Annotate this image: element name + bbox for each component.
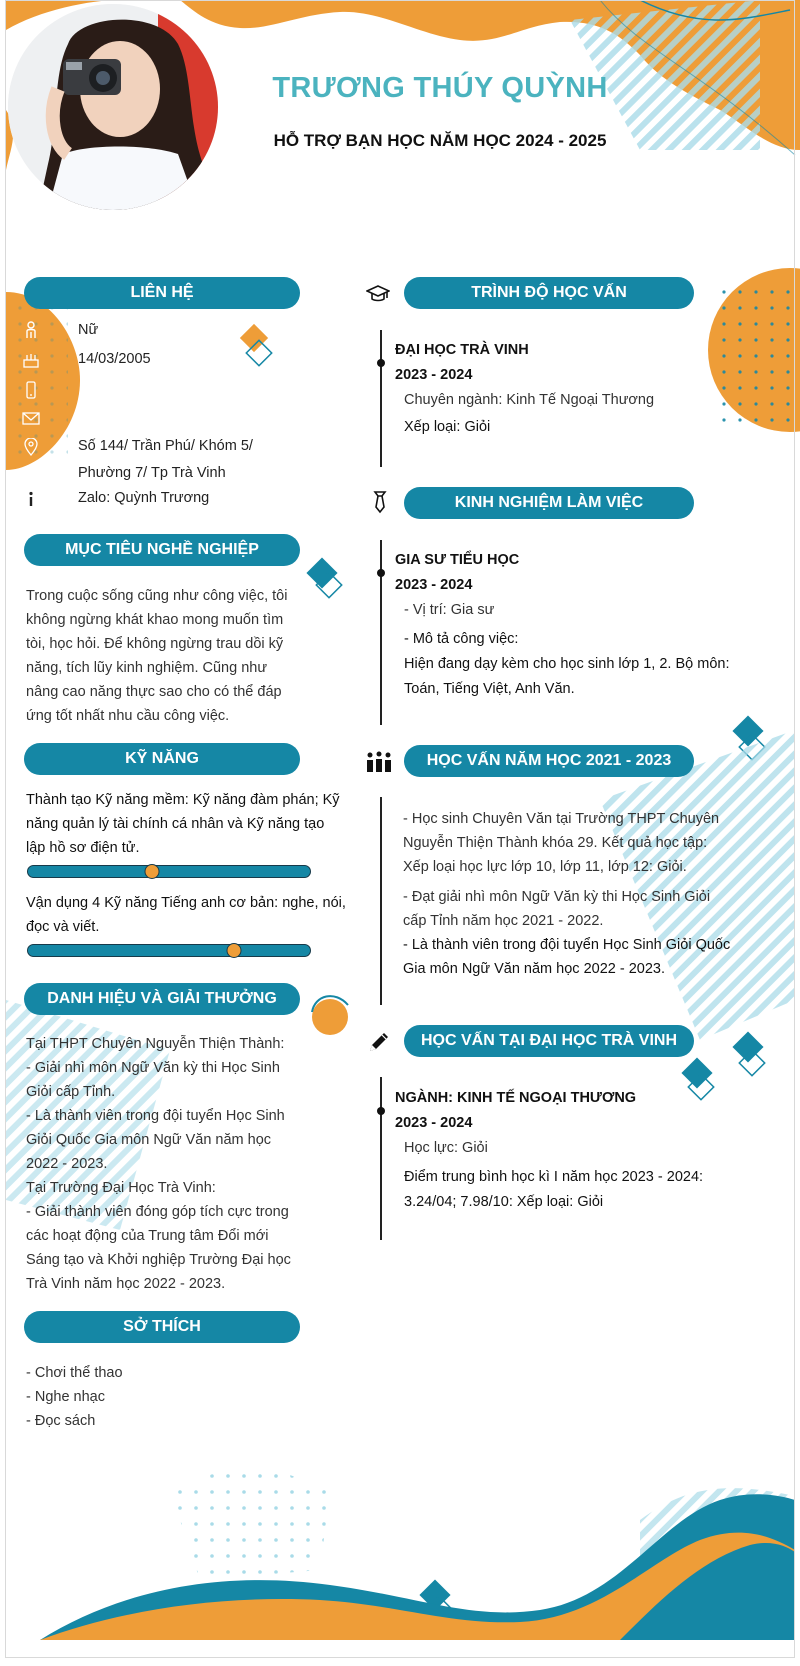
avatar	[8, 4, 218, 210]
skill-2-text	[26, 891, 346, 939]
timeline-dot	[377, 1107, 385, 1115]
cake-icon	[22, 351, 40, 369]
mail-icon	[22, 410, 40, 428]
address-line: Phường 7/ Tp Trà Vinh	[78, 465, 226, 481]
university-entry	[395, 1086, 745, 1215]
highschool-line: Xếp loại học lực lớp 10, lớp 11, lớp 12: Giỏi.	[403, 859, 687, 875]
birthday-value: 14/03/2005	[78, 351, 151, 367]
highschool-line: - Đạt giải nhì môn Ngữ Văn kỳ thi Học Sinh Giỏi	[403, 889, 711, 905]
skill-1-level-bar	[27, 865, 311, 878]
education-heading: TRÌNH ĐỘ HỌC VẤN	[404, 277, 694, 309]
hobbies-list	[26, 1361, 300, 1433]
education-major: Chuyên ngành: Kinh Tế Ngoại Thương	[404, 392, 655, 408]
awards-text	[26, 1032, 300, 1296]
award-line: Sáng tạo và Khởi nghiệp Trường Đại học	[26, 1252, 291, 1268]
award-line: Tại Trường Đại Học Trà Vinh:	[26, 1180, 216, 1196]
job-desc-line: Toán, Tiếng Việt, Anh Văn.	[404, 681, 575, 697]
skill-level-knob	[226, 943, 241, 958]
skill-2-level-bar	[27, 944, 311, 957]
award-line: - Là thành viên trong đội tuyển Học Sinh	[26, 1108, 285, 1124]
page-subtitle: HỖ TRỢ BẠN HỌC NĂM HỌC 2024 - 2025	[273, 131, 607, 150]
skill-line: Thành tạo Kỹ năng mềm: Kỹ năng đàm phán; Kỹ	[26, 792, 340, 808]
job-position: - Vị trí: Gia sư	[404, 602, 495, 618]
necktie-icon	[368, 490, 392, 514]
skill-line: lập hồ sơ điện tử.	[26, 840, 140, 856]
highschool-line: Nguyễn Thiện Thành khóa 29. Kết quả học tập:	[403, 835, 708, 851]
university-academic: Học lực: Giỏi	[404, 1140, 488, 1156]
highschool-line: Gia môn Ngữ Văn năm học 2022 - 2023.	[403, 961, 665, 977]
timeline-dot	[377, 569, 385, 577]
timeline-line	[380, 797, 382, 1005]
highschool-line: - Là thành viên trong đội tuyển Học Sinh Giỏi Quốc	[403, 937, 731, 953]
address-line: Số 144/ Trần Phú/ Khóm 5/	[78, 438, 253, 454]
university-heading: HỌC VẤN TẠI ĐẠI HỌC TRÀ VINH	[404, 1025, 694, 1057]
skill-line: đọc và viết.	[26, 919, 100, 935]
hobby-item: - Chơi thể thao	[26, 1365, 123, 1381]
university-major: NGÀNH: KINH TẾ NGOẠI THƯƠNG	[395, 1090, 637, 1106]
timeline-line	[380, 1077, 382, 1240]
objective-line: năng, tích lũy kinh nghiệm. Cũng như	[26, 660, 268, 676]
highschool-item-3	[403, 933, 743, 981]
skill-line: năng quản lý tài chính cá nhân và Kỹ năng tạo	[26, 816, 325, 832]
experience-heading: KINH NGHIỆM LÀM VIỆC	[404, 487, 694, 519]
highschool-item-2	[403, 885, 743, 933]
contact-heading: LIÊN HỆ	[24, 277, 300, 309]
university-period: 2023 - 2024	[395, 1115, 473, 1131]
timeline-dot	[377, 359, 385, 367]
education-rank: Xếp loại: Giỏi	[404, 419, 491, 435]
page-title: TRƯƠNG THÚY QUỲNH	[272, 72, 608, 104]
highschool-line: - Học sinh Chuyên Văn tại Trường THPT Chuyên	[403, 811, 720, 827]
objective-line: tòi, học hỏi. Để không ngừng trau dồi kỹ	[26, 636, 284, 652]
job-title: GIA SƯ TIỂU HỌC	[395, 552, 520, 568]
highschool-item-1	[403, 807, 743, 879]
hobby-item: - Đọc sách	[26, 1413, 96, 1429]
experience-entry	[395, 548, 745, 702]
award-line: Giỏi cấp Tỉnh.	[26, 1084, 116, 1100]
zalo-value: Zalo: Quỳnh Trương	[78, 490, 210, 506]
graduation-cap-icon	[366, 282, 390, 306]
address-value	[78, 433, 253, 487]
gpa-line: 3.24/04; 7.98/10: Xếp loại: Giỏi	[404, 1194, 604, 1210]
job-desc-label: - Mô tả công việc:	[404, 631, 519, 647]
skill-line: Vận dụng 4 Kỹ năng Tiếng anh cơ bản: nghe, nói,	[26, 895, 346, 911]
timeline-line	[380, 540, 382, 725]
award-line: - Giải thành viên đóng góp tích cực trong	[26, 1204, 289, 1220]
highschool-line: cấp Tỉnh năm học 2021 - 2022.	[403, 913, 604, 929]
objective-line: không ngừng khát khao mong muốn tìm	[26, 612, 284, 628]
location-icon	[22, 438, 40, 456]
group-icon	[365, 750, 393, 774]
awards-heading: DANH HIỆU VÀ GIẢI THƯỞNG	[24, 983, 300, 1015]
phone-icon	[22, 381, 40, 399]
objective-line: nâng cao năng thực sao cho có thể đáp	[26, 684, 282, 700]
job-description	[395, 652, 745, 702]
award-line: - Giải nhì môn Ngữ Văn kỳ thi Học Sinh	[26, 1060, 280, 1076]
school-name: ĐẠI HỌC TRÀ VINH	[395, 342, 529, 358]
university-gpa	[395, 1165, 745, 1215]
skill-level-knob	[145, 864, 160, 879]
skills-heading: KỸ NĂNG	[24, 743, 300, 775]
career-objective-heading: MỤC TIÊU NGHỀ NGHIỆP	[24, 534, 300, 566]
highschool-heading: HỌC VẤN NĂM HỌC 2021 - 2023	[404, 745, 694, 777]
education-entry	[395, 338, 745, 440]
hobby-item: - Nghe nhạc	[26, 1389, 105, 1405]
award-line: Tại THPT Chuyên Nguyễn Thiện Thành:	[26, 1036, 285, 1052]
person-icon	[22, 321, 40, 339]
pencil-icon	[367, 1030, 391, 1054]
portrait-photo	[8, 4, 218, 210]
award-line: 2022 - 2023.	[26, 1156, 108, 1172]
objective-line: ứng tốt nhất nhu cầu công việc.	[26, 708, 230, 724]
gpa-line: Điểm trung bình học kì I năm học 2023 - 2024:	[404, 1169, 704, 1185]
objective-line: Trong cuộc sống cũng như công việc, tôi	[26, 588, 288, 604]
education-period: 2023 - 2024	[395, 367, 473, 383]
timeline-line	[380, 330, 382, 467]
job-desc-line: Hiện đang dạy kèm cho học sinh lớp 1, 2. Bộ môn:	[404, 656, 730, 672]
hobbies-heading: SỞ THÍCH	[24, 1311, 300, 1343]
highschool-entries	[403, 807, 743, 981]
info-icon	[22, 490, 40, 508]
award-line: các hoạt động của Trung tâm Đổi mới	[26, 1228, 269, 1244]
award-line: Trà Vinh năm học 2022 - 2023.	[26, 1276, 226, 1292]
award-line: Giỏi Quốc Gia môn Ngữ Văn năm học	[26, 1132, 272, 1148]
skill-1-text	[26, 788, 346, 860]
gender-value: Nữ	[78, 322, 99, 338]
career-objective-text	[26, 584, 300, 728]
job-period: 2023 - 2024	[395, 577, 473, 593]
